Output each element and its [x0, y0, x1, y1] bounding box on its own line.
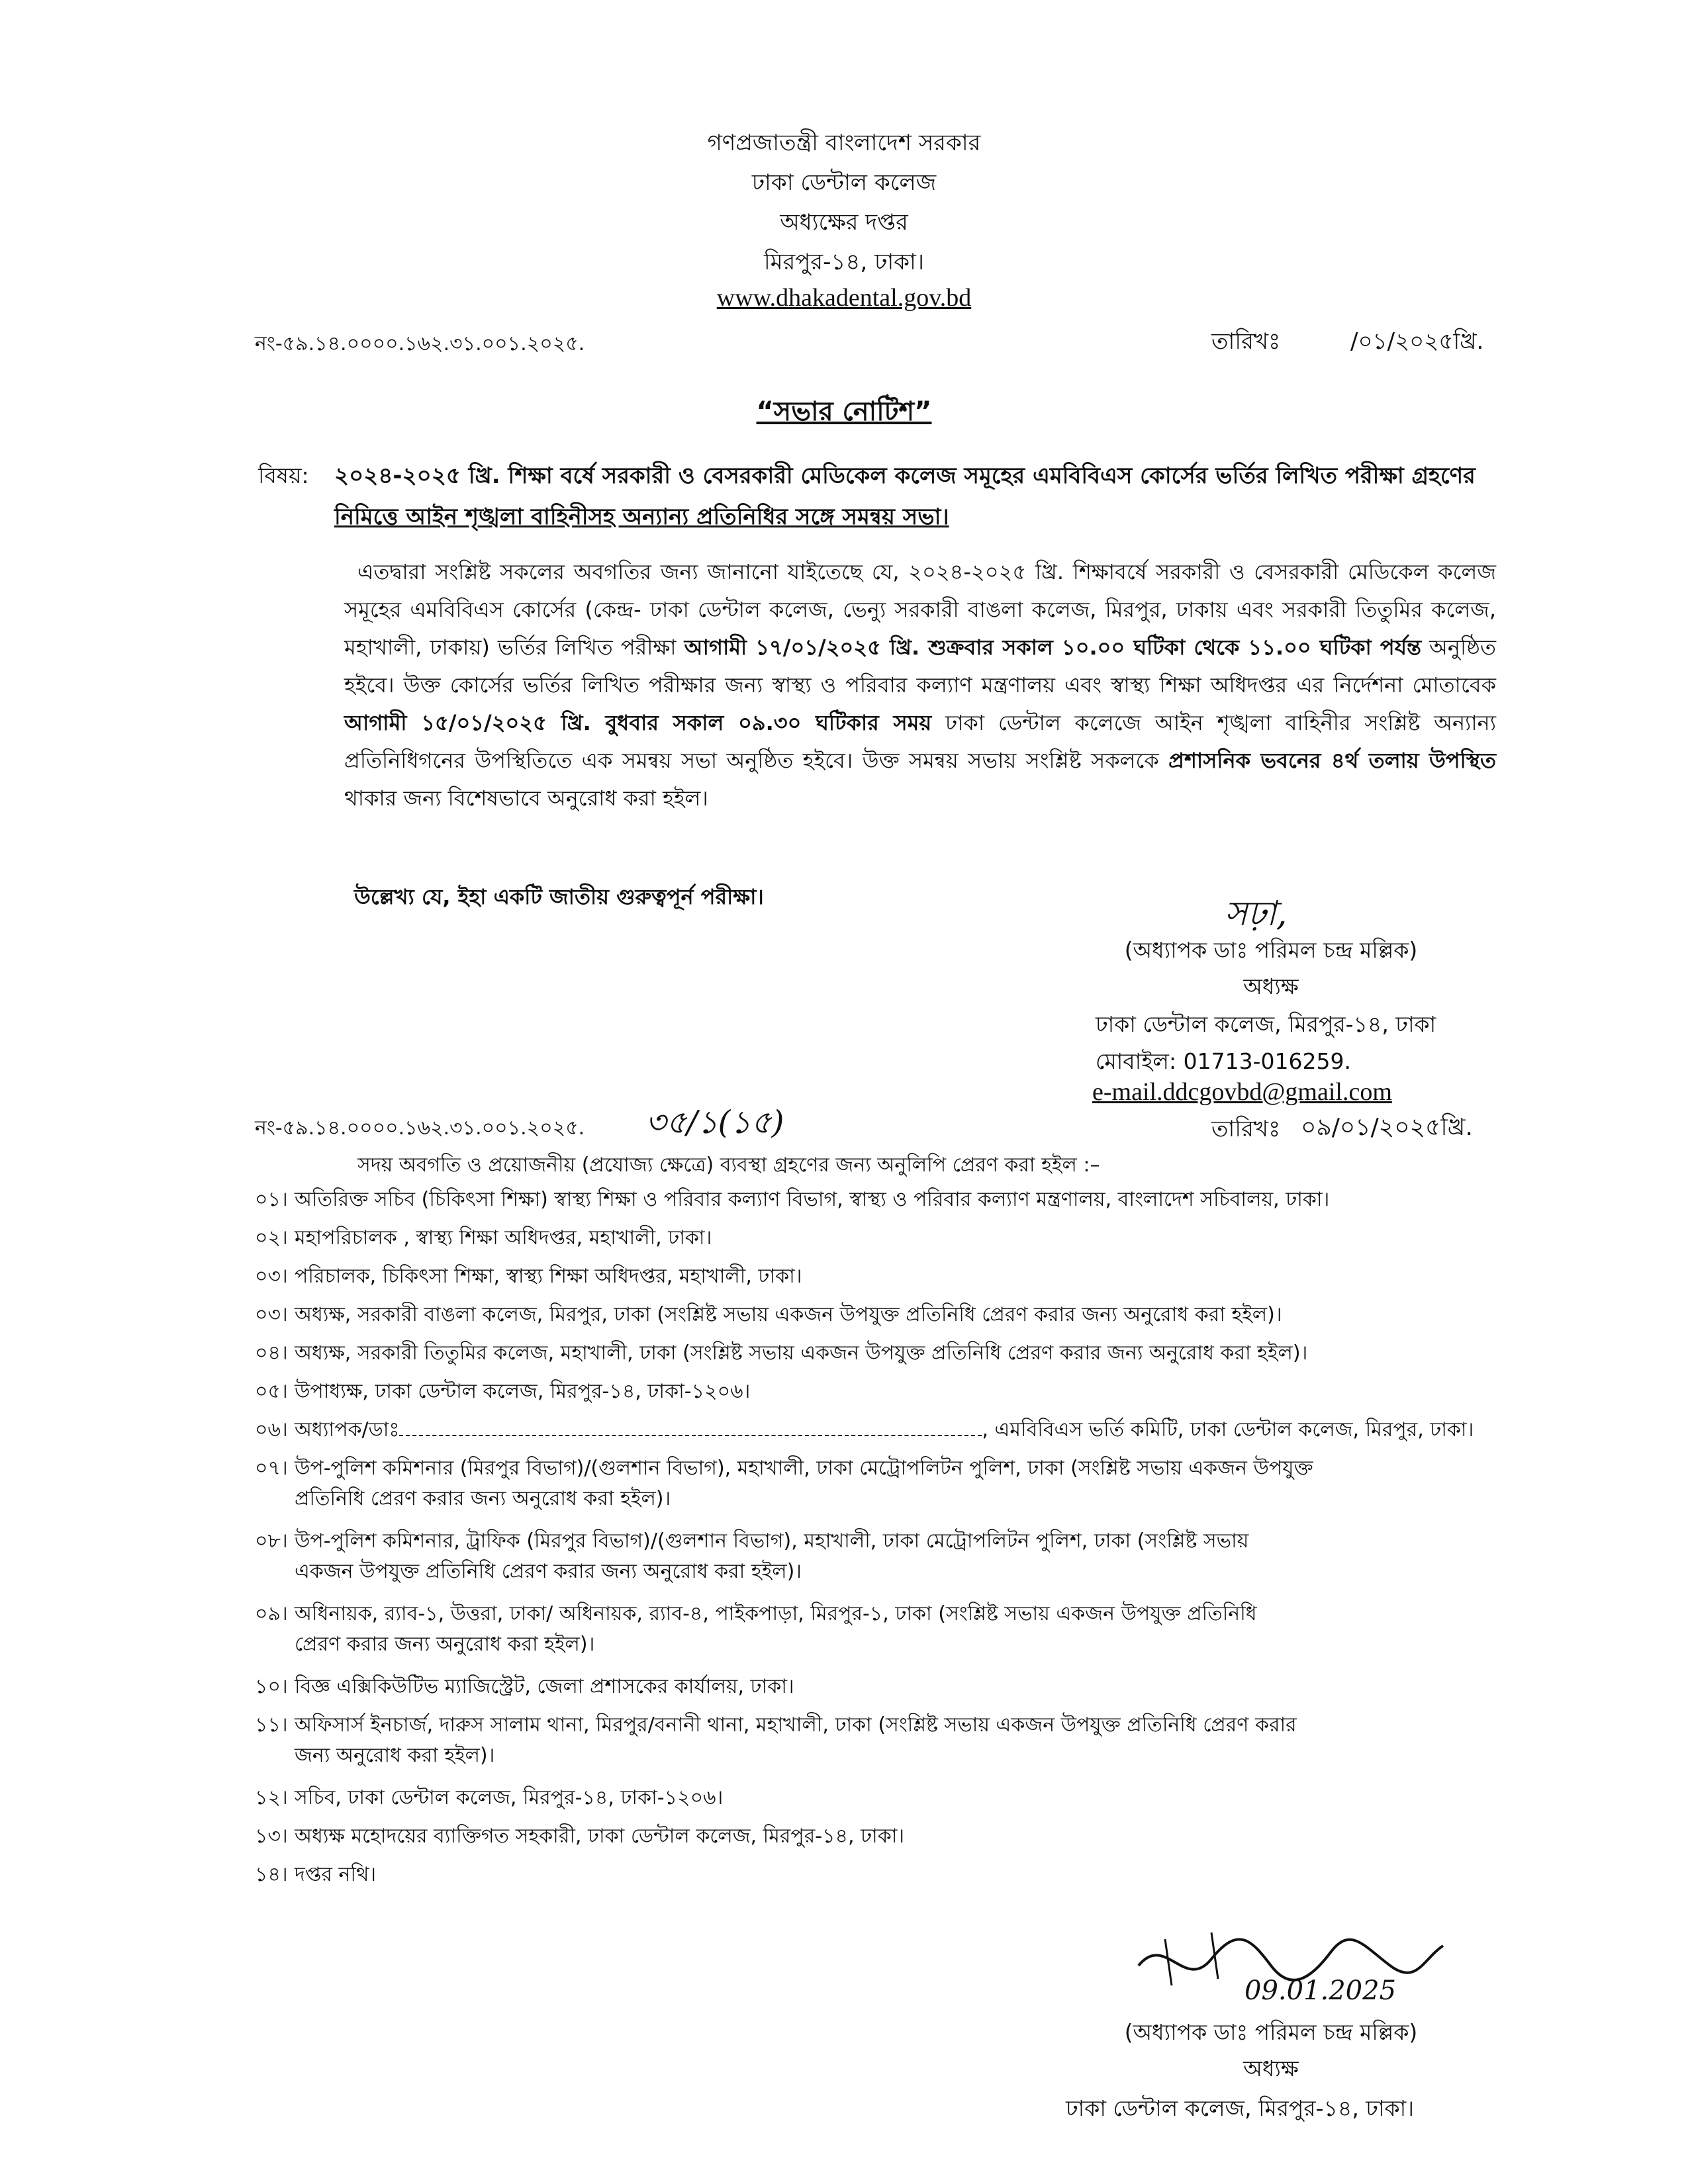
- meeting-date-time: আগামী ১৫/০১/২০২৫ খ্রি. বুধবার সকাল ০৯.৩০ ঘটিকার সময়: [344, 710, 932, 735]
- memo-date-label: তারিখঃ: [1211, 328, 1281, 355]
- memo2-date-label: তারিখঃ: [1211, 1116, 1281, 1142]
- memo2-date-value: ০৯/০১/২০২৫খ্রি.: [1301, 1114, 1473, 1141]
- signature1-mobile: মোবাইল: 01713-016259.: [1096, 1048, 1351, 1074]
- body-text-g: থাকার জন্য বিশেষভাবে অনুরোধ করা হইল।: [344, 786, 708, 811]
- page-title: “সভার নোটিশ”: [756, 396, 932, 427]
- list-item: ০৫। উপাধ্যক্ষ, ঢাকা ডেন্টাল কলেজ, মিরপুর-১৪, ঢাকা-১২০৬।: [255, 1380, 751, 1403]
- body-paragraph: [344, 553, 1496, 817]
- list-item: ০৩। পরিচালক, চিকিৎসা শিক্ষা, স্বাস্থ্য শিক্ষা অধিদপ্তর, মহাখালী, ঢাকা।: [255, 1265, 802, 1288]
- signature2-name: (অধ্যাপক ডাঃ পরিমল চন্দ্র মল্লিক): [1124, 2019, 1418, 2045]
- list-item: ১২। সচিব, ঢাকা ডেন্টাল কলেজ, মিরপুর-১৪, ঢাকা-১২০৬।: [255, 1786, 724, 1809]
- signature2-date: 09.01.2025: [1244, 1976, 1397, 2006]
- blank-fill-line: [399, 1435, 982, 1436]
- memo2-ref-handwritten: ৩৫/১(১৫): [645, 1104, 784, 1141]
- college-name: ঢাকা ডেন্টাল কলেজ: [751, 169, 937, 196]
- subject-line-1: ২০২৪-২০২৫ খ্রি. শিক্ষা বর্ষে সরকারী ও বেসরকারী মেডিকেল কলেজ সমূহের এমবিবিএস কোর্সের ভর্তির লিখিত পরীক্ষা গ্রহণের: [334, 463, 1476, 489]
- list-item: ০১। অতিরিক্ত সচিব (চিকিৎসা শিক্ষা) স্বাস্থ্য শিক্ষা ও পরিবার কল্যাণ বিভাগ, স্বাস্থ্য ও পরিবার কল্যাণ মন্ত্রণালয়, বাংলাদেশ সচিবালয়, ঢাকা।: [255, 1188, 1330, 1211]
- exam-date-time: আগামী ১৭/০১/২০২৫ খ্রি. শুক্রবার সকাল ১০.০০ ঘটিকা থেকে ১১.০০ ঘটিকা পর্যন্ত: [684, 635, 1422, 660]
- list-item: ০৮। উপ-পুলিশ কমিশনার, ট্রাফিক (মিরপুর বিভাগ)/(গুলশান বিভাগ), মহাখালী, ঢাকা মেট্রোপলিটন পুলিশ, ঢাকা (সংশ্লিষ্ট সভায় একজন উপযুক্ত প্রতিনিধি প্রেরণ করার জন্য অনুরোধ করা হইল)।: [255, 1529, 1249, 1583]
- subject-text: [334, 455, 1493, 537]
- meeting-venue: প্রশাসনিক ভবনের ৪র্থ তলায় উপস্থিত: [1168, 748, 1496, 773]
- memo-date-value: /০১/২০২৫খ্রি.: [1350, 328, 1484, 355]
- copy-intro: সদয় অবগতি ও প্রয়োজনীয় (প্রযোজ্য ক্ষেত্রে) ব্যবস্থা গ্রহণের জন্য অনুলিপি প্রেরণ করা হইল :–: [357, 1154, 1100, 1177]
- importance-note: উল্লেখ্য যে, ইহা একটি জাতীয় গুরুত্বপূর্ন পরীক্ষা।: [354, 884, 764, 909]
- list-item: ১৩। অধ্যক্ষ মহোদয়ের ব্যাক্তিগত সহকারী, ঢাকা ডেন্টাল কলেজ, মিরপুর-১৪, ঢাকা।: [255, 1825, 905, 1848]
- memo2-ref-number: নং-৫৯.১৪.০০০০.১৬২.৩১.০০১.২০২৫.: [255, 1116, 585, 1140]
- list-item: ১৪। দপ্তর নথি।: [255, 1863, 377, 1886]
- body-text-e: ঢাকা ডেন্টাল কলেজে আইন শৃঙ্খলা বাহিনীর সংশ্লিষ্ট অন্যান্য প্রতিনিধিগনের উপস্থিতিতে এক সমন্বয় সভা অনুষ্ঠিত হইবে। উক্ত সমন্বয় সভায় সংশ্লিষ্ট সকলকে: [344, 710, 1496, 773]
- body-text-c: অনুষ্ঠিত হইবে। উক্ত কোর্সের ভর্তির লিখিত পরীক্ষার জন্য স্বাস্থ্য ও পরিবার কল্যাণ মন্ত্রণালয় এবং স্বাস্থ্য শিক্ষা অধিদপ্তর এর নির্দেশনা মোতাবেক: [344, 635, 1496, 698]
- office-name: অধ্যক্ষের দপ্তর: [780, 209, 908, 236]
- website-link[interactable]: www.dhakadental.gov.bd: [716, 284, 972, 312]
- govt-name: গণপ্রজাতন্ত্রী বাংলাদেশ সরকার: [707, 130, 981, 156]
- office-address: মিরপুর-১৪, ঢাকা।: [764, 249, 924, 275]
- signature1-designation: অধ্যক্ষ: [1243, 974, 1299, 999]
- list-item: ০২। মহাপরিচালক , স্বাস্থ্য শিক্ষা অধিদপ্তর, মহাখালী, ঢাকা।: [255, 1226, 712, 1250]
- signature1-name: (অধ্যাপক ডাঃ পরিমল চন্দ্র মল্লিক): [1124, 937, 1418, 963]
- list-item: ০৬। অধ্যাপক/ডাঃ , এমবিবিএস ভর্তি কমিটি, ঢাকা ডেন্টাল কলেজ, মিরপুর, ঢাকা।: [255, 1418, 1474, 1441]
- signature1-office: ঢাকা ডেন্টাল কলেজ, মিরপুর-১৪, ঢাকা: [1096, 1011, 1436, 1037]
- subject-line-2: নিমিত্তে আইন শৃঙ্খলা বাহিনীসহ অন্যান্য প্রতিনিধির সঙ্গে সমন্বয় সভা।: [334, 504, 949, 530]
- signature-initials: সঢ়া,: [1225, 894, 1288, 934]
- signature2-office: ঢাকা ডেন্টাল কলেজ, মিরপুর-১৪, ঢাকা।: [1066, 2095, 1414, 2121]
- signature1-email[interactable]: e-mail.ddcgovbd@gmail.com: [1092, 1078, 1392, 1106]
- memo-ref-number: নং-৫৯.১৪.০০০০.১৬২.৩১.০০১.২০২৫.: [255, 332, 585, 355]
- list-item: ১১। অফিসার্স ইনচার্জ, দারুস সালাম থানা, মিরপুর/বনানী থানা, মহাখালী, ঢাকা (সংশ্লিষ্ট সভায় একজন উপযুক্ত প্রতিনিধি প্রেরণ করার জন্য অনুরোধ করা হইল)।: [255, 1713, 1297, 1767]
- list-item: ১০। বিজ্ঞ এক্সিকিউটিভ ম্যাজিস্ট্রেট, জেলা প্রশাসকের কার্যালয়, ঢাকা।: [255, 1675, 794, 1698]
- list-item: ০৭। উপ-পুলিশ কমিশনার (মিরপুর বিভাগ)/(গুলশান বিভাগ), মহাখালী, ঢাকা মেট্রোপলিটন পুলিশ, ঢাকা (সংশ্লিষ্ট সভায় একজন উপযুক্ত প্রতিনিধি প্রেরণ করার জন্য অনুরোধ করা হইল)।: [255, 1457, 1313, 1510]
- subject-label: বিষয়:: [258, 463, 309, 488]
- list-item: ০৪। অধ্যক্ষ, সরকারী তিতুমির কলেজ, মহাখালী, ঢাকা (সংশ্লিষ্ট সভায় একজন উপযুক্ত প্রতিনিধি প্রেরণ করার জন্য অনুরোধ করা হইল)।: [255, 1342, 1308, 1365]
- body-text-a: এতদ্বারা সংশ্লিষ্ট সকলের অবগতির জন্য জানানো যাইতেছে যে, ২০২৪-২০২৫ খ্রি. শিক্ষাবর্ষে সরকারী ও বেসরকারী মেডিকেল কলেজ সমূহের এমবিবিএস কোর্সের (কেন্দ্র- ঢাকা ডেন্টাল কলেজ, ভেন্যু সরকারী বাঙলা কলেজ, মিরপুর, ঢাকায় এবং সরকারী তিতুমির কলেজ, মহাখালী, ঢাকায়) ভর্তির লিখিত পরীক্ষা: [344, 559, 1496, 660]
- list-item: ০৩। অধ্যক্ষ, সরকারী বাঙলা কলেজ, মিরপুর, ঢাকা (সংশ্লিষ্ট সভায় একজন উপযুক্ত প্রতিনিধি প্রেরণ করার জন্য অনুরোধ করা হইল)।: [255, 1303, 1282, 1326]
- list-item: ০৯। অধিনায়ক, র‌্যাব-১, উত্তরা, ঢাকা/ অধিনায়ক, র‌্যাব-৪, পাইকপাড়া, মিরপুর-১, ঢাকা (সংশ্লিষ্ট সভায় একজন উপযুক্ত প্রতিনিধি প্রেরণ করার জন্য অনুরোধ করা হইল)।: [255, 1602, 1257, 1656]
- signature2-designation: অধ্যক্ষ: [1243, 2056, 1299, 2081]
